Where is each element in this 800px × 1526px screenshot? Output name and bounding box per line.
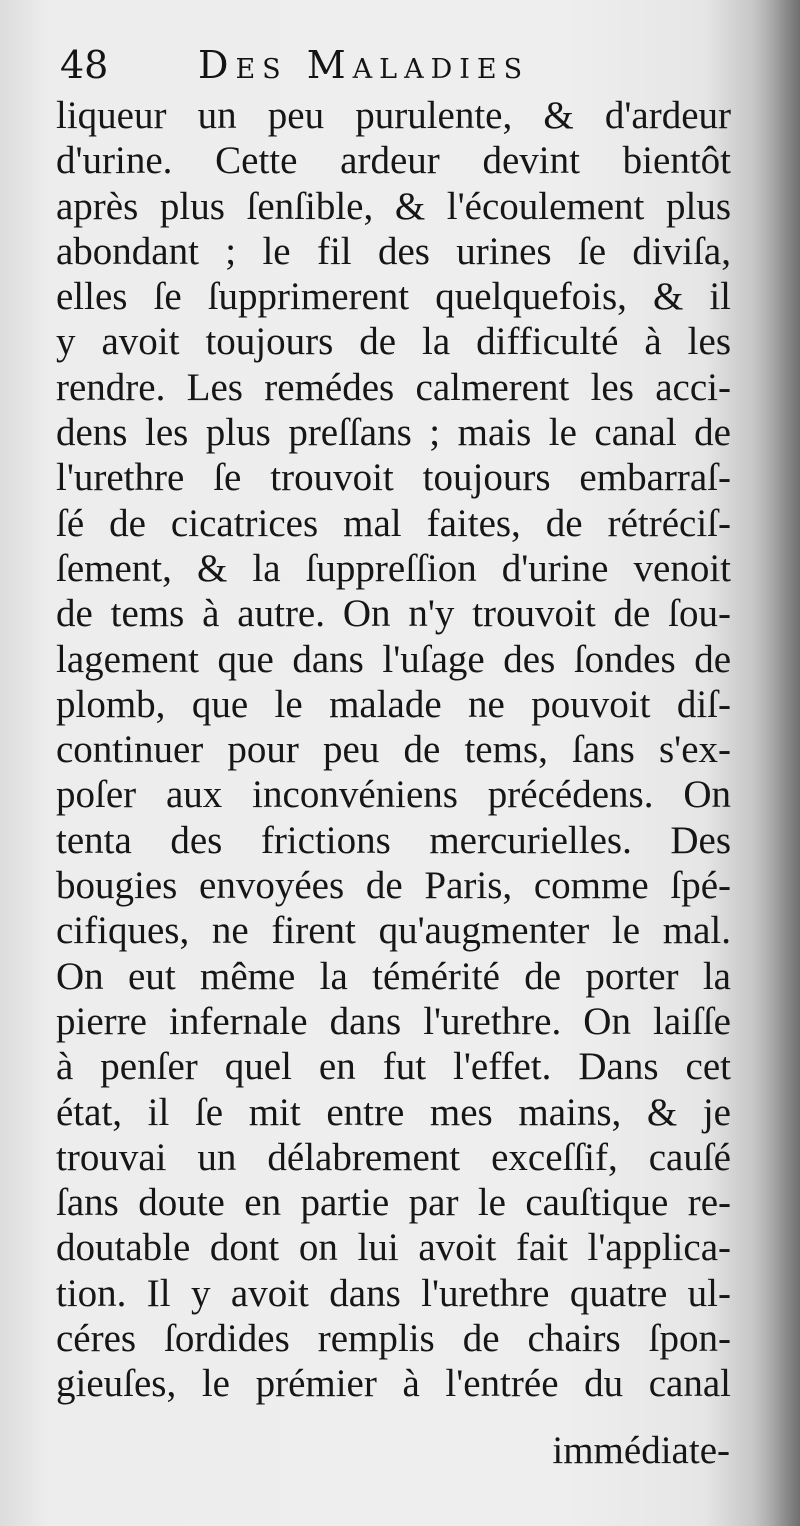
text-line: lagement que dans l'uſage des ſondes de <box>56 637 731 681</box>
text-line: à penſer quel en fut l'effet. Dans cet <box>56 1045 731 1089</box>
text-line: céres ſordides remplis de chairs ſpon- <box>56 1317 731 1361</box>
text-line: poſer aux inconvéniens précédens. On <box>56 773 731 817</box>
text-line: dens les plus preſſans ; mais le canal de <box>56 411 731 455</box>
page-number: 48 <box>60 43 109 87</box>
text-line: abondant ; le fil des urines ſe diviſa, <box>56 229 731 273</box>
text-line: tenta des frictions mercurielles. Des <box>56 818 731 862</box>
gutter-shadow <box>754 0 800 1526</box>
text-line: continuer pour peu de tems, ſans s'ex- <box>56 728 731 772</box>
text-line: d'urine. Cette ardeur devint bientôt <box>56 139 731 183</box>
text-line: état, il ſe mit entre mes mains, & je <box>56 1090 731 1134</box>
text-line: doutable dont on lui avoit fait l'applica- <box>56 1226 731 1270</box>
text-line: ſement, & la ſuppreſſion d'urine venoit <box>56 546 731 590</box>
text-line: elles ſe ſupprimerent quelquefois, & il <box>56 275 731 319</box>
text-line: gieuſes, le prémier à l'entrée du canal <box>56 1362 731 1406</box>
text-line: tion. Il y avoit dans l'urethre quatre ul- <box>56 1271 731 1315</box>
text-line: y avoit toujours de la difficulté à les <box>56 320 731 364</box>
text-line: de tems à autre. On n'y trouvoit de ſou- <box>56 592 731 636</box>
text-line: ſans doute en partie par le cauſtique re- <box>56 1181 731 1225</box>
page-header <box>60 40 620 92</box>
text-line: ſé de cicatrices mal faites, de rétréciſ- <box>56 501 731 545</box>
body-text <box>56 93 731 1407</box>
text-line: l'urethre ſe trouvoit toujours embarraſ- <box>56 456 731 500</box>
text-line: trouvai un délabrement exceſſif, cauſé <box>56 1135 731 1179</box>
text-line: rendre. Les remédes calmerent les acci- <box>56 365 731 409</box>
text-line: plomb, que le malade ne pouvoit diſ- <box>56 682 731 726</box>
text-line: cifiques, ne firent qu'augmenter le mal. <box>56 909 731 953</box>
catchword: immédiate- <box>552 1429 730 1472</box>
text-line: après plus ſenſible, & l'écoulement plus <box>56 184 731 228</box>
text-line: pierre infernale dans l'urethre. On laiſſe <box>56 999 731 1043</box>
text-line: On eut même la témérité de porter la <box>56 954 731 998</box>
running-head: Des Maladies <box>198 43 530 87</box>
text-line: bougies envoyées de Paris, comme ſpé- <box>56 864 731 908</box>
text-line: liqueur un peu purulente, & d'ardeur <box>56 94 731 137</box>
